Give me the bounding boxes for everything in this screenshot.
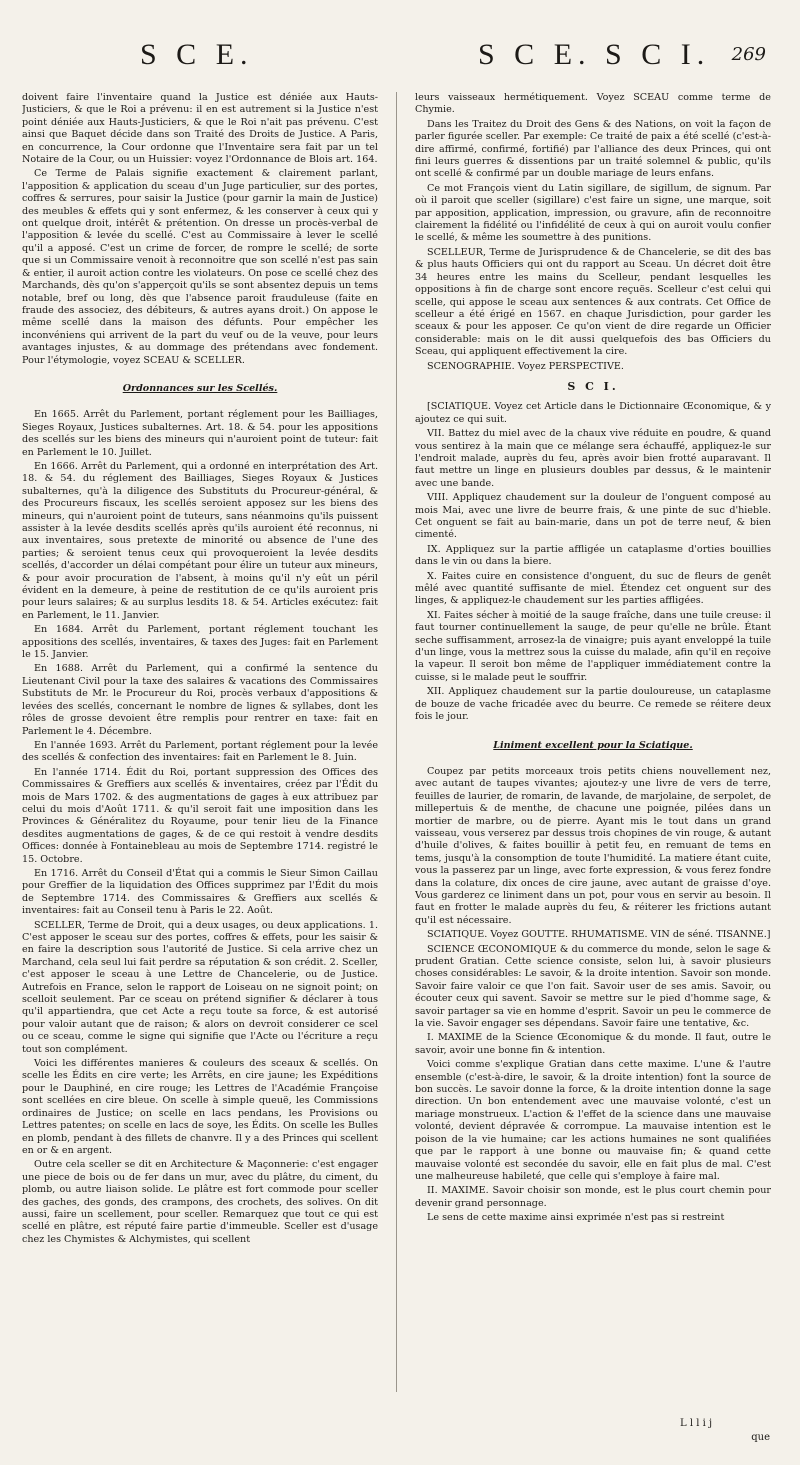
section-heading: Liniment excellent pour la Sciatique. — [493, 739, 693, 751]
paragraph: En 1716. Arrêt du Conseil d'État qui a commis le Sieur Simon Caillau pour Greffier de la liquidation des Offices supprimez par l'Édit du mois de Septembre 1714. des Commissaires & Greffiers aux scellés & inventaires: fait au Conseil tenu à Paris le 22. Août. — [22, 867, 378, 917]
paragraph: VII. Battez du miel avec de la chaux vive réduite en poudre, & quand vous sentirez à la main que ce mélange sera échauffé, appliquez-le sur l'endroit malade, auprès du feu, après avoir bien frotté auparavant. Il faut mettre un linge en plusieurs doubles par dessus, & le maintenir avec une bande. — [415, 428, 771, 489]
section-title: S C I. — [567, 379, 619, 393]
paragraph: Voici comme s'explique Gratian dans cette maxime. L'une & l'autre ensemble (c'est-à-dire, le savoir, & la droite intention) font la source de bon succès. Le savoir donne la force, & la droite intention donne la sage direction. Un bon entendement avec une mauvaise volonté, c'est un mariage monstrueux. L'action & l'effet de la science dans une mauvaise volonté, devient dépravée & corrompue. La mauvaise intention est le poison de la vie humaine; car les actions humaines ne sont qualifiées que par le rapport à une bonne ou mauvaise fin; & quand cette mauvaise volonté est secondée du savoir, elle en fait plus de mal. C'est une malheureuse habileté, que celle qui s'employe à faire mal. — [415, 1059, 771, 1182]
paragraph: SCENOGRAPHIE. Voyez PERSPECTIVE. — [427, 360, 624, 372]
paragraph: Dans les Traitez du Droit des Gens & des Nations, on voit la façon de parler figurée sceller. Par exemple: Ce traité de paix a été scellé (c'est-à-dire affirmé, confirmé, fortifié) par l'alliance des deux Princes, qui ont fini leurs guerres & dissentions par un traité solemnel & public, qu'ils ont scellé & confirmé par un double mariage de leurs enfans. — [415, 118, 771, 180]
paragraph: Outre cela sceller se dit en Architecture & Maçonnerie: c'est engager une piece de bois ou de fer dans un mur, avec du plâtre, du ciment, du plomb, ou autre liaison solide. Le plâtre est fort commode pour sceller des gaches, des gonds, des crampons, des crochets, des solives. On dit aussi, faire un scellement, pour sceller. Remarquez que tout ce qui est scellé en plâtre, est réputé faire partie d'immeuble. Sceller est d'usage chez les Chymistes & Alchymistes, qui scellent — [22, 1159, 378, 1245]
paragraph: Voici les différentes manieres & couleurs des sceaux & scellés. On scelle les Édits en cire verte; les Arrêts, en cire jaune; les Expéditions pour le Dauphiné, en cire rouge; les Lettres de l'Académie Françoise sont scellées en cire bleue. On scelle à simple queuë, les Commissions ordinaires de Justice; on scelle en lacs pendans, les Provisions ou Lettres patentes; on scelle en lacs de soye, les Édits. On scelle les Bulles en plomb, pendant à des fillets de chanvre. Il y a des Princes qui scellent en or & en argent. — [22, 1058, 378, 1156]
paragraph: XII. Appliquez chaudement sur la partie douloureuse, un cataplasme de bouze de vache fricadée avec du beurre. Ce remede se réitere deux fois le jour. — [415, 686, 771, 723]
signature-mark: L l l i j — [680, 1418, 713, 1429]
paragraph: En 1684. Arrêt du Parlement, portant réglement touchant les appositions des scellés, inventaires, & taxes des Juges: fait en Parlement le 15. Janvier. — [22, 624, 378, 661]
paragraph: En 1688. Arrêt du Parlement, qui a confirmé la sentence du Lieutenant Civil pour la taxe des salaires & vacations des Commissaires Substituts de Mr. le Procureur du Roi, procès verbaux d'appositions & levées des scellés, concernant le nombre de lignes & syllabes, dont les rôles de grosse devoient être remplis pour rentrer en taxe: fait en Parlement le 4. Décembre. — [22, 663, 378, 737]
column-divider — [396, 92, 397, 1392]
page-number: 269 — [731, 44, 766, 65]
header-center: S C E. S C I. — [478, 38, 711, 71]
paragraph: En l'année 1714. Édit du Roi, portant suppression des Offices des Commissaires & Greffiers aux scellés & inventaires, créez par l'Édit du mois de Mars 1702. & des augmentations de gages à eux attribuez par celui du mois d'Août 1711. & qu'il seroit fait une imposition dans les Provinces & Généralitez du Royaume, pour tenir lieu de la Finance desdites augmentations de gages, & de ce qui restoit à vendre desdits Offices: donnée à Fontainebleau au mois de Septembre 1714. registré le 15. Octobre. — [22, 766, 378, 865]
paragraph: X. Faites cuire en consistence d'onguent, du suc de fleurs de genêt mêlé avec quantité suffisante de miel. Étendez cet onguent sur des linges, & appliquez-le chaudement sur les parties affligées. — [415, 570, 771, 607]
running-header — [0, 38, 800, 78]
paragraph: Ce mot François vient du Latin sigillare, de sigillum, de signum. Par où il paroit que sceller (sigillare) c'est faire un signe, une marque, soit par apposition, application, impression, ou gravure, afin de reconnoitre clairement la fidélité ou l'infidélité de ceux à qui on auroit voulu confier le scellé, & même les soumettre à des punitions. — [415, 182, 771, 244]
paragraph: En l'année 1693. Arrêt du Parlement, portant réglement pour la levée des scellés & confection des inventaires: fait en Parlement le 8. Juin. — [22, 739, 378, 764]
right-column — [415, 92, 771, 1432]
paragraph: leurs vaisseaux hermétiquement. Voyez SCEAU comme terme de Chymie. — [415, 92, 771, 116]
paragraph: SCIENCE ŒCONOMIQUE & du commerce du monde, selon le sage & prudent Gratian. Cette science consiste, selon lui, à savoir plusieurs choses considérables: Le savoir, & la droite intention. Savoir son monde. Savoir faire valoir ce que l'on fait. Savoir user de ses amis. Savoir, ou écouter ceux qui savent. Savoir se mettre sur le pied d'homme sage, & savoir partager sa vie en homme d'esprit. Savoir un peu le commerce de la vie. Savoir engager ses dépendans. Savoir faire une tentative, &c. — [415, 943, 771, 1030]
paragraph: [SCIATIQUE. Voyez cet Article dans le Dictionnaire Œconomique, & y ajoutez ce qui suit. — [415, 401, 771, 425]
paragraph: VIII. Appliquez chaudement sur la douleur de l'onguent composé au mois Mai, avec une livre de beurre frais, & une pinte de suc d'hieble. Cet onguent se fait au bain-marie, dans un pot de terre neuf, & bien cimenté. — [415, 492, 771, 541]
paragraph: En 1666. Arrêt du Parlement, qui a ordonné en interprétation des Art. 18. & 54. du réglement des Bailliages, Sieges Royaux & Justices subalternes, qu'à la diligence des Substituts du Procureur-général, & des Procureurs fiscaux, les scellés seroient apposez sur les biens des mineurs, qui n'auroient point de tuteurs, sans néanmoins qu'ils puissent assister à la levée desdits scellés après qu'ils auroient été reconnus, ni aux inventaires, sous pretexte de minorité ou absence de l'une des parties; & seroient tenus ceux qui provoqueroient la levée desdits scellés, d'accorder un délai compétant pour élire un tuteur aux mineurs, & pour avoir procuration de l'absent, à moins qu'il n'y eût un péril évident en la demeure, à peine de restitution de ce qu'ils auroient pris pour leurs salaires; & au surplus lesdits 18. & 54. Articles exécutez: fait en Parlement, le 11. Janvier. — [22, 460, 378, 621]
paragraph: XI. Faites sécher à moitié de la sauge fraîche, dans une tuile creuse: il faut tourner continuellement la sauge, de peur qu'elle ne brûle. Étant seche suffisamment, arrosez-la de vinaigre; puis ayant enveloppé la tuile d'un linge, vous la mettrez sous la cuisse du malade, afin qu'il en reçoive la vapeur. Il seroit bon même de l'appliquer immédiatement contre la cuisse, si le malade peut le souffrir. — [415, 609, 771, 683]
section-heading: Ordonnances sur les Scellés. — [122, 382, 278, 394]
paragraph: IX. Appliquez sur la partie affligée un cataplasme d'orties bouillies dans le vin ou dans la biere. — [415, 543, 771, 568]
paragraph: SCELLER, Terme de Droit, qui a deux usages, ou deux applications. 1. C'est apposer le sceau sur des portes, coffres & effets, pour les saisir & en faire la description sous l'autorité de Justice. Si cela arrive chez un Marchand, cela seul lui fait perdre sa réputation & son crédit. 2. Sceller, c'est apposer le sceau à une Lettre de Chancelerie, ou de Justice. Autrefois en France, selon le rapport de Loiseau on ne signoit point; on scelloit seulement. Par ce sceau on prétend signifier & déclarer à tous qu'il appartiendra, que cet Acte a reçu toute sa force, & est autorisé pour valoir autant que de raison; & alors on devroit considerer ce scel ou ce sceau, comme le signe qui signifie que l'Acte ou l'écriture a reçu tout son complément. — [22, 919, 378, 1055]
header-left: S C E. — [140, 38, 254, 71]
paragraph: II. MAXIME. Savoir choisir son monde, est le plus court chemin pour devenir grand personnage. — [415, 1185, 771, 1209]
left-column — [22, 92, 378, 1432]
catchword: que — [751, 1432, 770, 1443]
paragraph: SCELLEUR, Terme de Jurisprudence & de Chancelerie, se dit des bas & plus hauts Officiers qui ont du rapport au Sceau. Un décret doit être 34 heures entre les mains du Scelleur, pendant lesquelles les oppositions à fin de charge sont encore reçuës. Scelleur c'est celui qui scelle, qui appose le sceau aux sentences & aux contrats. Cet Office de scelleur a été érigé en 1567. en chaque Jurisdiction, pour garder les sceaux & pour les apposer. Ce qu'on vient de dire regarde un Officier considerable: mais on le dit aussi quelquefois des bas Officiers du Sceau, qui appliquent effectivement la cire. — [415, 246, 771, 358]
paragraph: Coupez par petits morceaux trois petits chiens nouvellement nez, avec autant de taupes vivantes; ajoutez-y une livre de vers de terre, feuilles de laurier, de romarin, de lavande, de marjolaine, de serpolet, de millepertuis & de menthe, de chacune une poignée, pilées dans un mortier de marbre, ou de pierre. Ayant mis le tout dans un grand vaisseau, vous verserez par dessus trois chopines de vin rouge, & autant d'huile d'olives, & faites bouillir à petit feu, en remuant de tems en tems, jusqu'à la consomption de toute l'humidité. La matiere étant cuite, vous la passerez par un linge, avec forte expression, & vous ferez fondre dans la colature, dix onces de cire jaune, avec autant de graisse d'oye. Vous garderez ce liniment dans un pot, pour vous en servir au besoin. Il faut en frotter le malade auprès du feu, & réiterer les frictions autant qu'il est nécessaire. — [415, 765, 771, 926]
paragraph: doivent faire l'inventaire quand la Justice est déniée aux Hauts-Justiciers, & que le Roi a prévenu: il en est autrement si la Justice n'est point déniée aux Hauts-Justiciers, & que le Roi n'ait pas prévenu. C'est ainsi que Baquet décide dans son Traité des Droits de Justice. A Paris, en concurrence, la Cour ordonne que l'Inventaire sera fait par un tel Notaire de la Cour, ou un Huissier: voyez l'Ordonnance de Blois art. 164. — [22, 92, 378, 166]
paragraph: SCIATIQUE. Voyez GOUTTE. RHUMATISME. VIN de séné. TISANNE.] — [427, 929, 771, 941]
paragraph: En 1665. Arrêt du Parlement, portant réglement pour les Bailliages, Sieges Royaux, Justices subalternes. Art. 18. & 54. pour les appositions des scellés sur les biens des mineurs qui n'auroient point de tuteur: fait en Parlement le 10. Juillet. — [22, 409, 378, 458]
paragraph: Ce Terme de Palais signifie exactement & clairement parlant, l'apposition & application du sceau d'un Juge particulier, sur des portes, coffres & serrures, pour saisir la Justice (pour garnir la main de Justice) des meubles & effets qui y sont enfermez, & les conserver à ceux qui y ont quelque droit, intérêt & prétention. On dresse un procès-verbal de l'apposition & levée du scellé. C'est au Commissaire à lever le scellé qu'il a apposé. C'est un crime de forcer, de rompre le scellé; de sorte que si un Commissaire venoit à reconnoitre que son scellé n'est pas sain & entier, il auroit action contre les violateurs. On pose ce scellé chez des Marchands, dès qu'on s'apperçoit qu'ils se sont absentez depuis un tems notable, bref ou long, dès que l'absence paroit frauduleuse (faite en fraude des associez, des débiteurs, & autres ayans droit.) On appose le même scellé dans la maison des défunts. Pour empêcher les inconvéniens qui arrivent de la part du veuf ou de la veuve, pour leurs avantages injustes, & au dommage des prétendans avec fondement. Pour l'étymologie, voyez SCEAU & SCELLER. — [22, 168, 378, 366]
paragraph: I. MAXIME de la Science Œconomique & du monde. Il faut, outre le savoir, avoir une bonne fin & intention. — [415, 1032, 771, 1056]
paragraph: Le sens de cette maxime ainsi exprimée n'est pas si restreint — [427, 1212, 725, 1224]
